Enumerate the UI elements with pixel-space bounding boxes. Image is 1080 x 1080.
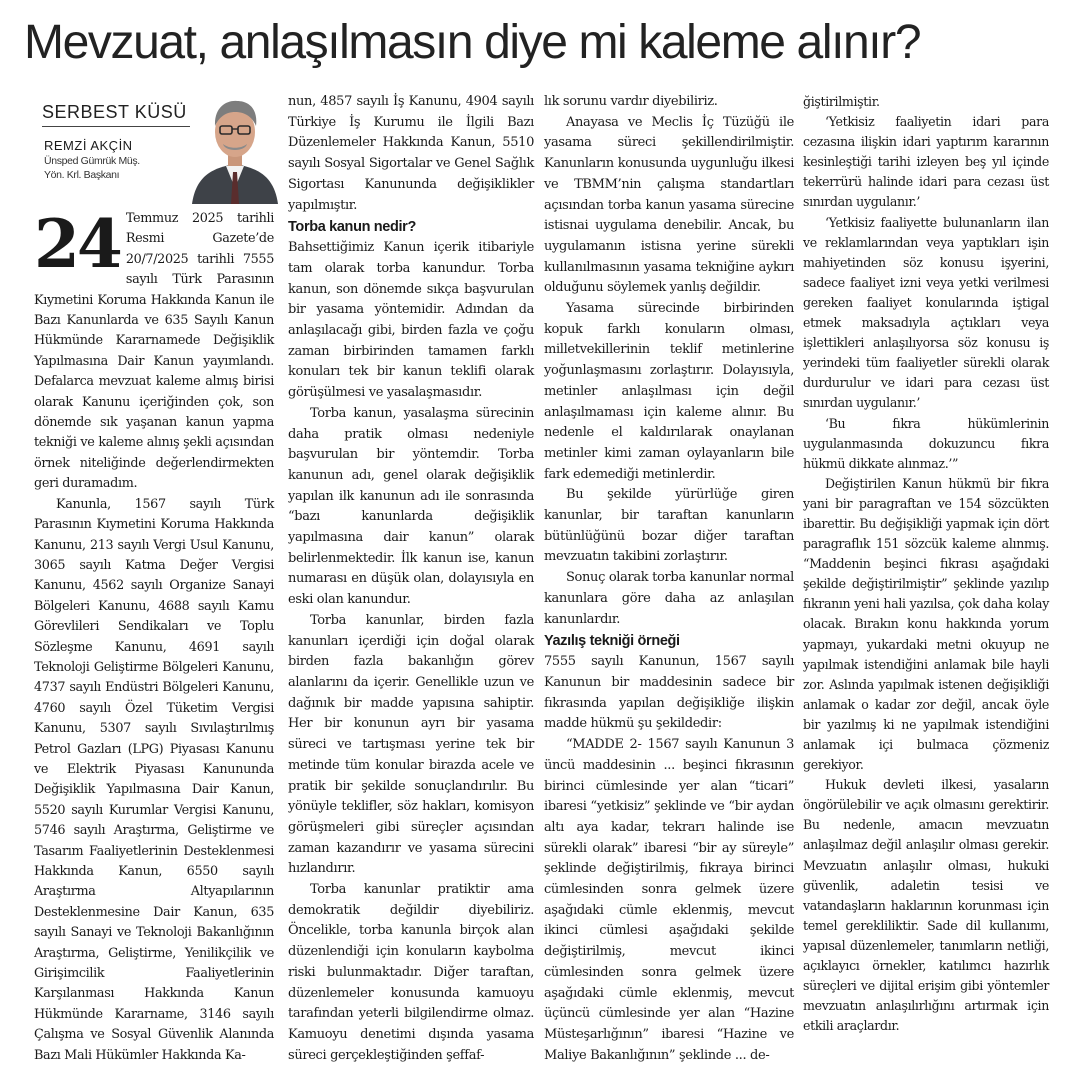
author-role-line-2: Yön. Krl. Başkanı bbox=[44, 169, 120, 181]
quoted-sentence: ‘Yetkisiz faaliyetin idari para cezasına ilişkin idari yaptırım kararının kesinleştiği tarihi izleyen beş yıl içinde tekerrürü halinde idari para cezası üst sınırdan uygulanır.’ bbox=[803, 114, 1049, 210]
author-role-line-1: Ünsped Gümrük Müş. bbox=[44, 155, 140, 167]
article-column-4 bbox=[803, 92, 1049, 1036]
byline bbox=[30, 92, 274, 207]
lead-text: Temmuz 2025 tarihli Resmi Gazete’de 20/7/2025 tarihli 7555 sayılı Türk Parasının Kıymetini Koruma Hakkında Kanun ile Bazı Kanunlarda ve 635 Sayılı Kanun Hükmünde Kararnamede Değişiklik Yapılmasına Dair Kanun yayımlandı. Defalarca mevzuat kaleme almış birisi olarak Kanunu içeriğinden çok, son dönemde sık yaşanan kanun yapma tekniği ve kaleme alınış şekli açısından örnek niteliğinde değerlendirmekten geri duramadım. bbox=[34, 211, 274, 492]
article-paragraph: Hukuk devleti ilkesi, yasaların öngörülebilir ve açık olmasını gerektirir. Bu nedenle, amacın mevzuatın anlaşılmaz değil anlaşılır olması gerekir. Mevzuatın anlaşılır olması, hukuki güvenlik, adaletin tesisi ve vatandaşların haklarının korunması için temel gerekliliktir. Sade dil kullanımı, yapısal düzenlemeler, tanımların netliği, açıklayıcı örnekler, katılımcı hazırlık süreçleri ve dijital erişim gibi yöntemler mevzuatın anlaşılırlığını artırmak için etkili araçlardır. bbox=[803, 777, 1049, 1034]
article-paragraph: nun, 4857 sayılı İş Kanunu, 4904 sayılı Türkiye İş Kurumu ile İlgili Bazı Düzenlemeler Hakkında Kanun, 5510 sayılı Sosyal Sigortalar ve Genel Sağlık Sigortası Kanununda değişiklikler yapılmıştır. bbox=[288, 94, 534, 213]
article-paragraph: Torba kanun, yasalaşma sürecinin daha pratik olması nedeniyle başvurulan bir yöntemdir. Torba kanunun adı, genel olarak değişiklik yapılan ilk kanunun adı ile sonrasında “bazı kanunlarda değişiklik yapılmasına dair kanun” olarak belirlenmektedir. İlk kanun ise, kanun numarası en düşük olan, dolayısıyla en eski olan kanundur. bbox=[288, 405, 534, 608]
article-paragraph: Torba kanunlar pratiktir ama demokratik değildir diyebiliriz. Öncelikle, torba kanunla birçok alan düzenlendiği için konuların kaybolma riski bulunmaktadır. Diğer taraftan, düzenlemeler konusunda kamuoyu tarafından yeterli bilgilendirme olmaz. Kamuoyu denetimi dışında yasama süreci gerçekleştiğinden şeffaf- bbox=[288, 882, 534, 1063]
article-paragraph: ğiştirilmiştir. bbox=[803, 94, 880, 109]
article-paragraph: Yasama sürecinde birbirinden kopuk farklı konuların olması, milletvekillerinin teklif metinlerine yoğunlaşmasını zorlaştırır. Dolayısıyla, metinler anlaşılması için değil anlaşılmaması için kaleme alınır. Bu nedenle el kaldırılarak onaylanan metinler kimi zaman oylayanların bile fark edemediği metinlerdir. bbox=[544, 301, 794, 482]
author-name: REMZİ AKÇİN bbox=[44, 138, 133, 153]
article-paragraph: Sonuç olarak torba kanunlar normal kanunlara göre daha az anlaşılan kanunlardır. bbox=[544, 570, 794, 627]
author-portrait bbox=[190, 92, 280, 204]
column-name: SERBEST KÜSÜ bbox=[42, 102, 187, 122]
article-paragraph: Değiştirilen Kanun hükmü bir fıkra yani bir paragraftan ve 154 sözcükten ibarettir. Bu değişikliği yapmak için dört paragraflık 151 sözcük kaleme alınmış. “Maddenin beşinci fıkrası aşağıdaki şekilde değiştirilmiştir” şeklinde yazılıp fıkranın yeni hali yazılsa, çok daha kolay olacak. Bırakın konu hakkında yorum yapmayı, yukardaki metni okuyup ne yapılmak istendiğini anlamak bile hayli zor. Aslında yapılmak istenen değişikliği anlamak o kadar zor değil, ancak öyle bir yazılmış ki ne yapılmak istendiğini anlamak içi bulmaca çözmeniz gerekiyor. bbox=[803, 475, 1049, 773]
headline: Mevzuat, anlaşılmasın diye mi kaleme alınır? bbox=[24, 16, 921, 69]
article-paragraph: Kanunla, 1567 sayılı Türk Parasının Kıymetini Koruma Hakkında Kanunu, 213 sayılı Vergi Usul Kanunu, 3065 sayılı Katma Değer Vergisi Kanunu, 4562 sayılı Organize Sanayi Bölgeleri Kanunu, 4688 sayılı Kamu Görevlileri Sendikaları ve Toplu Sözleşme Kanunu, 4691 sayılı Teknoloji Geliştirme Bölgeleri Kanunu, 4737 sayılı Endüstri Bölgeleri Kanunu, 4760 sayılı Özel Tüketim Vergisi Kanunu, 5307 sayılı Sıvılaştırılmış Petrol Gazları (LPG) Piyasası Kanunu ve Elektrik Piyasası Kanununda Değişiklik Yapılmasına Dair Kanun, 5520 sayılı Kurumlar Vergisi Kanunu, 5746 sayılı Araştırma, Geliştirme ve Tasarım Faaliyetlerinin Desteklenmesi Hakkında Kanun, 6550 sayılı Araştırma Altyapılarının Desteklenmesine Dair Kanun, 635 sayılı Sanayi ve Teknoloji Bakanlığının Araştırma, Geliştirme, Yenilikçilik ve Girişimcilik Faaliyetlerinin Karşılanması Hakkında Kanun Hükmünde Kararname, 3146 sayılı Çalışma ve Sosyal Güvenlik Alanında Bazı Mali Hükümler Hakkında Ka- bbox=[34, 496, 274, 1063]
author-role bbox=[44, 154, 140, 182]
article-column-2 bbox=[288, 92, 534, 1066]
article-paragraph: 7555 sayılı Kanunun, 1567 sayılı Kanunun bir maddesinin sadece bir fıkrasında yapılan değişikliğe ilişkin madde hükmü şu şekildedir: bbox=[544, 654, 794, 732]
dropcap: 24 bbox=[34, 205, 120, 283]
column-name-rule bbox=[42, 126, 204, 127]
quoted-sentence: ‘Yetkisiz faaliyette bulunanların ilan ve reklamlarından veya yaptıkları işin mahiyetinden söz konusu işyerini, sadece faaliyet izni veya yetki verilmesi gereken faaliyet konularında iştigal etmek maksadıyla açtıkları veya işlettikleri anlaşılıyorsa söz konusu iş yerindeki tüm faaliyetler sürekli olarak durdurulur ve idari para cezası üst sınırdan uygulanır.’ bbox=[803, 214, 1049, 411]
article-paragraph: Bahsettiğimiz Kanun içerik itibariyle tam olarak torba kanundur. Torba kanun, son dönemde sıkça başvurulan bir yasama yöntemidir. Adından da anlaşılacağı gibi, birden fazla ve çoğu zaman birbirinden tamamen farklı konuları tek bir kanun teklifi olarak görüşülmesi ve yasalaşmasıdır. bbox=[288, 240, 534, 401]
subheading-torba-kanun: Torba kanun nedir? bbox=[288, 219, 416, 236]
article-paragraph bbox=[34, 205, 274, 495]
article-paragraph: Torba kanunlar, birden fazla kanunları içerdiği için doğal olarak birden fazla bakanlığın görev alanlarını da içerir. Genellikle uzun ve dağınık bir madde yapısına sahiptir. Her bir konunun ayrı bir yasama süreci ve tartışması yerine tek bir metinde tüm konular birazda acele ve pratik bir şekilde sonuçlandırılır. Bu yönüyle teklifler, söz hakları, komisyon görüşmeleri gibi süreçler açısından zaman kazandırır ve yasama sürecini hızlandırır. bbox=[288, 612, 534, 877]
article-column-1 bbox=[34, 92, 274, 1066]
quoted-article: “MADDE 2- 1567 sayılı Kanunun 3 üncü maddesinin ... beşinci fıkrasının birinci cümlesinde yer alan “ticari” ibaresi “yetkisiz” şeklinde ve “bir aydan altı aya kadar, tekrarı halinde ise sürekli olarak” ibaresi “bir ay süreyle” şeklinde değiştirilmiş, fıkraya birinci cümlesinden sonra gelmek üzere aşağıdaki cümle eklenmiş, mevcut ikinci cümlesi aşağıdaki şekilde değiştirilmiş, mevcut ikinci cümlesinden sonra gelmek üzere aşağıdaki cümle eklenmiş, mevcut üçüncü cümlesinde yer alan “Hazine Müsteşarlığının” ibaresi “Hazine ve Maliye Bakanlığının” şeklinde ... de- bbox=[544, 737, 794, 1063]
quoted-sentence: ‘Bu fıkra hükümlerinin uygulanmasında dokuzuncu fıkra hükmü dikkate alınmaz.’” bbox=[803, 415, 1049, 471]
article-paragraph: Bu şekilde yürürlüğe giren kanunlar, bir taraftan kanunların bütünlüğünü bozar diğer taraftan mevzuatın takibini zorlaştırır. bbox=[544, 487, 794, 565]
article-column-3 bbox=[544, 92, 794, 1066]
article-paragraph: Anayasa ve Meclis İç Tüzüğü ile yasama süreci şekillendirilmiştir. Kanunların konusunda uygunluğu ilkesi ve TBMM’nin çalışma standartları açısından torba kanun yasama sürecine istisnai uygulama denebilir. Ancak, bu uygulamanın istisna yerine sürekli kullanılmasının yasama tekniğine aykırı olduğunu söylemek yanlış değildir. bbox=[544, 114, 794, 296]
subheading-yazilis-teknigi: Yazılış tekniği örneği bbox=[544, 633, 680, 650]
article-paragraph: lık sorunu vardır diyebiliriz. bbox=[544, 94, 718, 109]
